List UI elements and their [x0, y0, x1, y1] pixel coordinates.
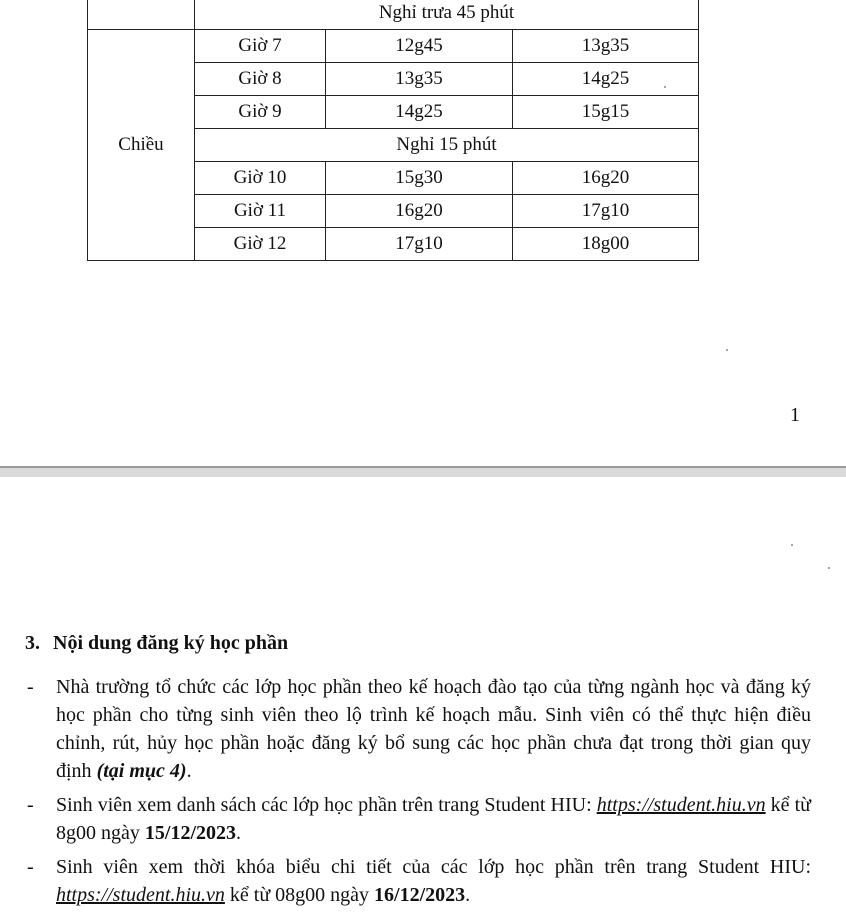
table-row — [88, 0, 699, 30]
bullet-dash: - — [27, 856, 34, 878]
bullet-list — [25, 673, 811, 915]
end-time-cell: 15g15 — [513, 96, 699, 129]
student-portal-link[interactable]: https://student.hiu.vn — [56, 884, 225, 906]
section-number: 3. — [25, 632, 40, 654]
start-time-cell: 16g20 — [326, 195, 513, 228]
bullet-text: Sinh viên xem danh sách các lớp học phần trên trang Student HIU: — [56, 794, 597, 816]
bullet-text: Nhà trường tổ chức các lớp học phần theo kế hoạch đào tạo của từng ngành học và đăng ký học phần cho từng sinh viên theo lộ trình kế hoạch mẫu. Sinh viên có thể thực hiện điều chỉnh, rút, hủy học phần hoặc đăng ký bổ sung các học phần chưa đạt trong thời gian quy định — [56, 676, 811, 782]
bullet-tail: . — [186, 760, 192, 782]
session-cell — [88, 0, 195, 30]
start-time-cell: 13g35 — [326, 63, 513, 96]
end-time-cell: 14g25 — [513, 63, 699, 96]
student-portal-link[interactable]: https://student.hiu.vn — [596, 794, 766, 816]
scan-speck — [664, 86, 666, 88]
start-time-cell: 15g30 — [326, 162, 513, 195]
scan-speck — [828, 567, 830, 569]
hour-cell: Giờ 10 — [195, 162, 326, 195]
end-time-cell: 17g10 — [513, 195, 699, 228]
hour-cell: Giờ 8 — [195, 63, 326, 96]
hour-cell: Giờ 12 — [195, 228, 326, 261]
section-title: Nội dung đăng ký học phần — [53, 632, 289, 654]
bullet-dash: - — [27, 676, 34, 698]
section-reference: (tại mục 4) — [96, 760, 187, 782]
list-item — [25, 853, 811, 909]
hour-cell: Giờ 7 — [195, 30, 326, 63]
end-time-cell: 13g35 — [513, 30, 699, 63]
bullet-dash: - — [27, 794, 34, 816]
bullet-text: Sinh viên xem thời khóa biểu chi tiết của các lớp học phần trên trang Student HIU: — [56, 856, 811, 878]
list-item — [25, 791, 811, 847]
start-time-cell: 14g25 — [326, 96, 513, 129]
bullet-text-after-link: kể từ 8g00 ngày — [56, 794, 811, 844]
start-time-cell: 17g10 — [326, 228, 513, 261]
bullet-tail: . — [236, 822, 242, 844]
lunch-break-cell: Nghỉ trưa 45 phút — [195, 0, 699, 30]
scan-speck — [726, 349, 728, 351]
start-date: 15/12/2023 — [144, 822, 237, 844]
list-item — [25, 673, 811, 785]
afternoon-schedule-table — [87, 0, 699, 261]
short-break-cell: Nghỉ 15 phút — [195, 129, 699, 162]
end-time-cell: 16g20 — [513, 162, 699, 195]
end-time-cell: 18g00 — [513, 228, 699, 261]
afternoon-session-label: Chiều — [88, 30, 195, 261]
start-date: 16/12/2023 — [374, 884, 466, 906]
table-row — [88, 30, 699, 63]
bullet-tail: . — [465, 884, 471, 906]
start-time-cell: 12g45 — [326, 30, 513, 63]
section-heading — [25, 632, 288, 655]
scan-speck — [791, 544, 793, 546]
hour-cell: Giờ 9 — [195, 96, 326, 129]
hour-cell: Giờ 11 — [195, 195, 326, 228]
bullet-text-after-link: kể từ 08g00 ngày — [224, 884, 375, 906]
page-number: 1 — [790, 404, 800, 426]
